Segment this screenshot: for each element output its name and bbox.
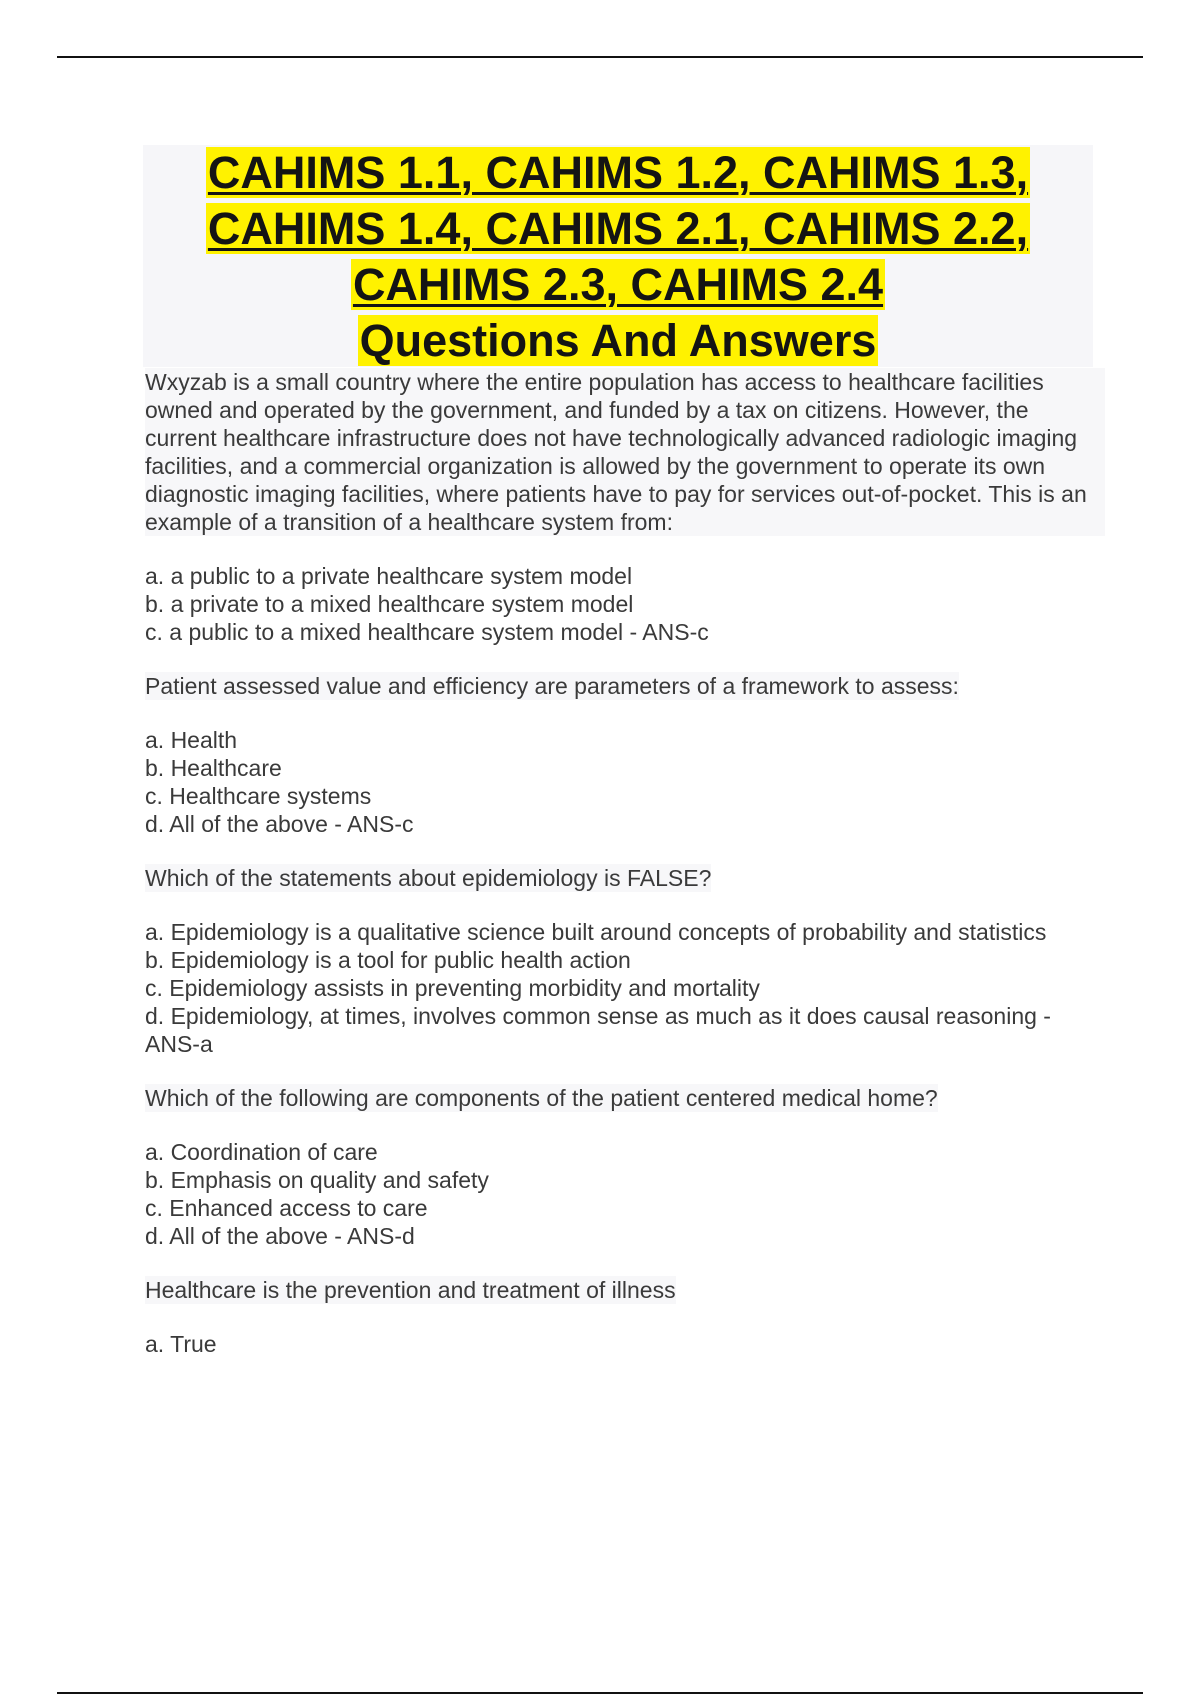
answer-option: b. Epidemiology is a tool for public health action: [145, 947, 631, 973]
document-title: [143, 145, 1093, 367]
answer-option: d. All of the above - ANS-d: [145, 1223, 415, 1249]
bottom-rule: [57, 1692, 1143, 1694]
answer-option: c. Healthcare systems: [145, 783, 372, 809]
answer-option: a. True: [145, 1331, 217, 1357]
answer-option: c. a public to a mixed healthcare system model - ANS-c: [145, 619, 709, 645]
answer-option: b. a private to a mixed healthcare system model: [145, 591, 634, 617]
answer-option: c. Epidemiology assists in preventing morbidity and mortality: [145, 975, 760, 1001]
questions-section: [145, 368, 1105, 1358]
question-text: Healthcare is the prevention and treatment of illness: [145, 1277, 676, 1303]
answer-option: d. All of the above - ANS-c: [145, 811, 414, 837]
question-text: Wxyzab is a small country where the entire population has access to healthcare facilities owned and operated by the government, and funded by a tax on citizens. However, the current healthcare infrastructure does not have technologically advanced radiologic imaging facilities, and a commercial organization is allowed by the government to operate its own diagnostic imaging facilities, where patients have to pay for services out-of-pocket. This is an example of a transition of a healthcare system from:: [145, 368, 1105, 536]
question-block: [145, 864, 1105, 1058]
answer-option: a. Health: [145, 727, 238, 753]
title-line-2: CAHIMS 1.4, CAHIMS 2.1, CAHIMS 2.2,: [207, 203, 1029, 254]
title-line-4: Questions And Answers: [359, 315, 877, 366]
title-line-3: CAHIMS 2.3, CAHIMS 2.4: [352, 259, 884, 310]
answer-option: b. Healthcare: [145, 755, 282, 781]
question-text: Which of the statements about epidemiology is FALSE?: [145, 865, 712, 891]
question-block: [145, 1276, 1105, 1358]
answer-options: [145, 918, 1105, 1058]
question-text: Patient assessed value and efficiency are parameters of a framework to assess:: [145, 673, 959, 699]
question-block: [145, 1084, 1105, 1250]
question-text: Which of the following are components of the patient centered medical home?: [145, 1085, 938, 1111]
answer-option: a. Coordination of care: [145, 1139, 378, 1165]
answer-option: d. Epidemiology, at times, involves common sense as much as it does causal reasoning - ANS-a: [145, 1003, 1051, 1057]
answer-option: b. Emphasis on quality and safety: [145, 1167, 489, 1193]
title-line-1: CAHIMS 1.1, CAHIMS 1.2, CAHIMS 1.3,: [207, 147, 1029, 198]
answer-option: a. Epidemiology is a qualitative science built around concepts of probability and statistics: [145, 919, 1047, 945]
answer-options: [145, 1330, 1105, 1358]
answer-options: [145, 1138, 1105, 1250]
answer-option: a. a public to a private healthcare system model: [145, 563, 633, 589]
answer-options: [145, 726, 1105, 838]
question-block: [145, 672, 1105, 838]
answer-options: [145, 562, 1105, 646]
question-block: [145, 368, 1105, 646]
top-rule: [57, 56, 1143, 58]
answer-option: c. Enhanced access to care: [145, 1195, 428, 1221]
